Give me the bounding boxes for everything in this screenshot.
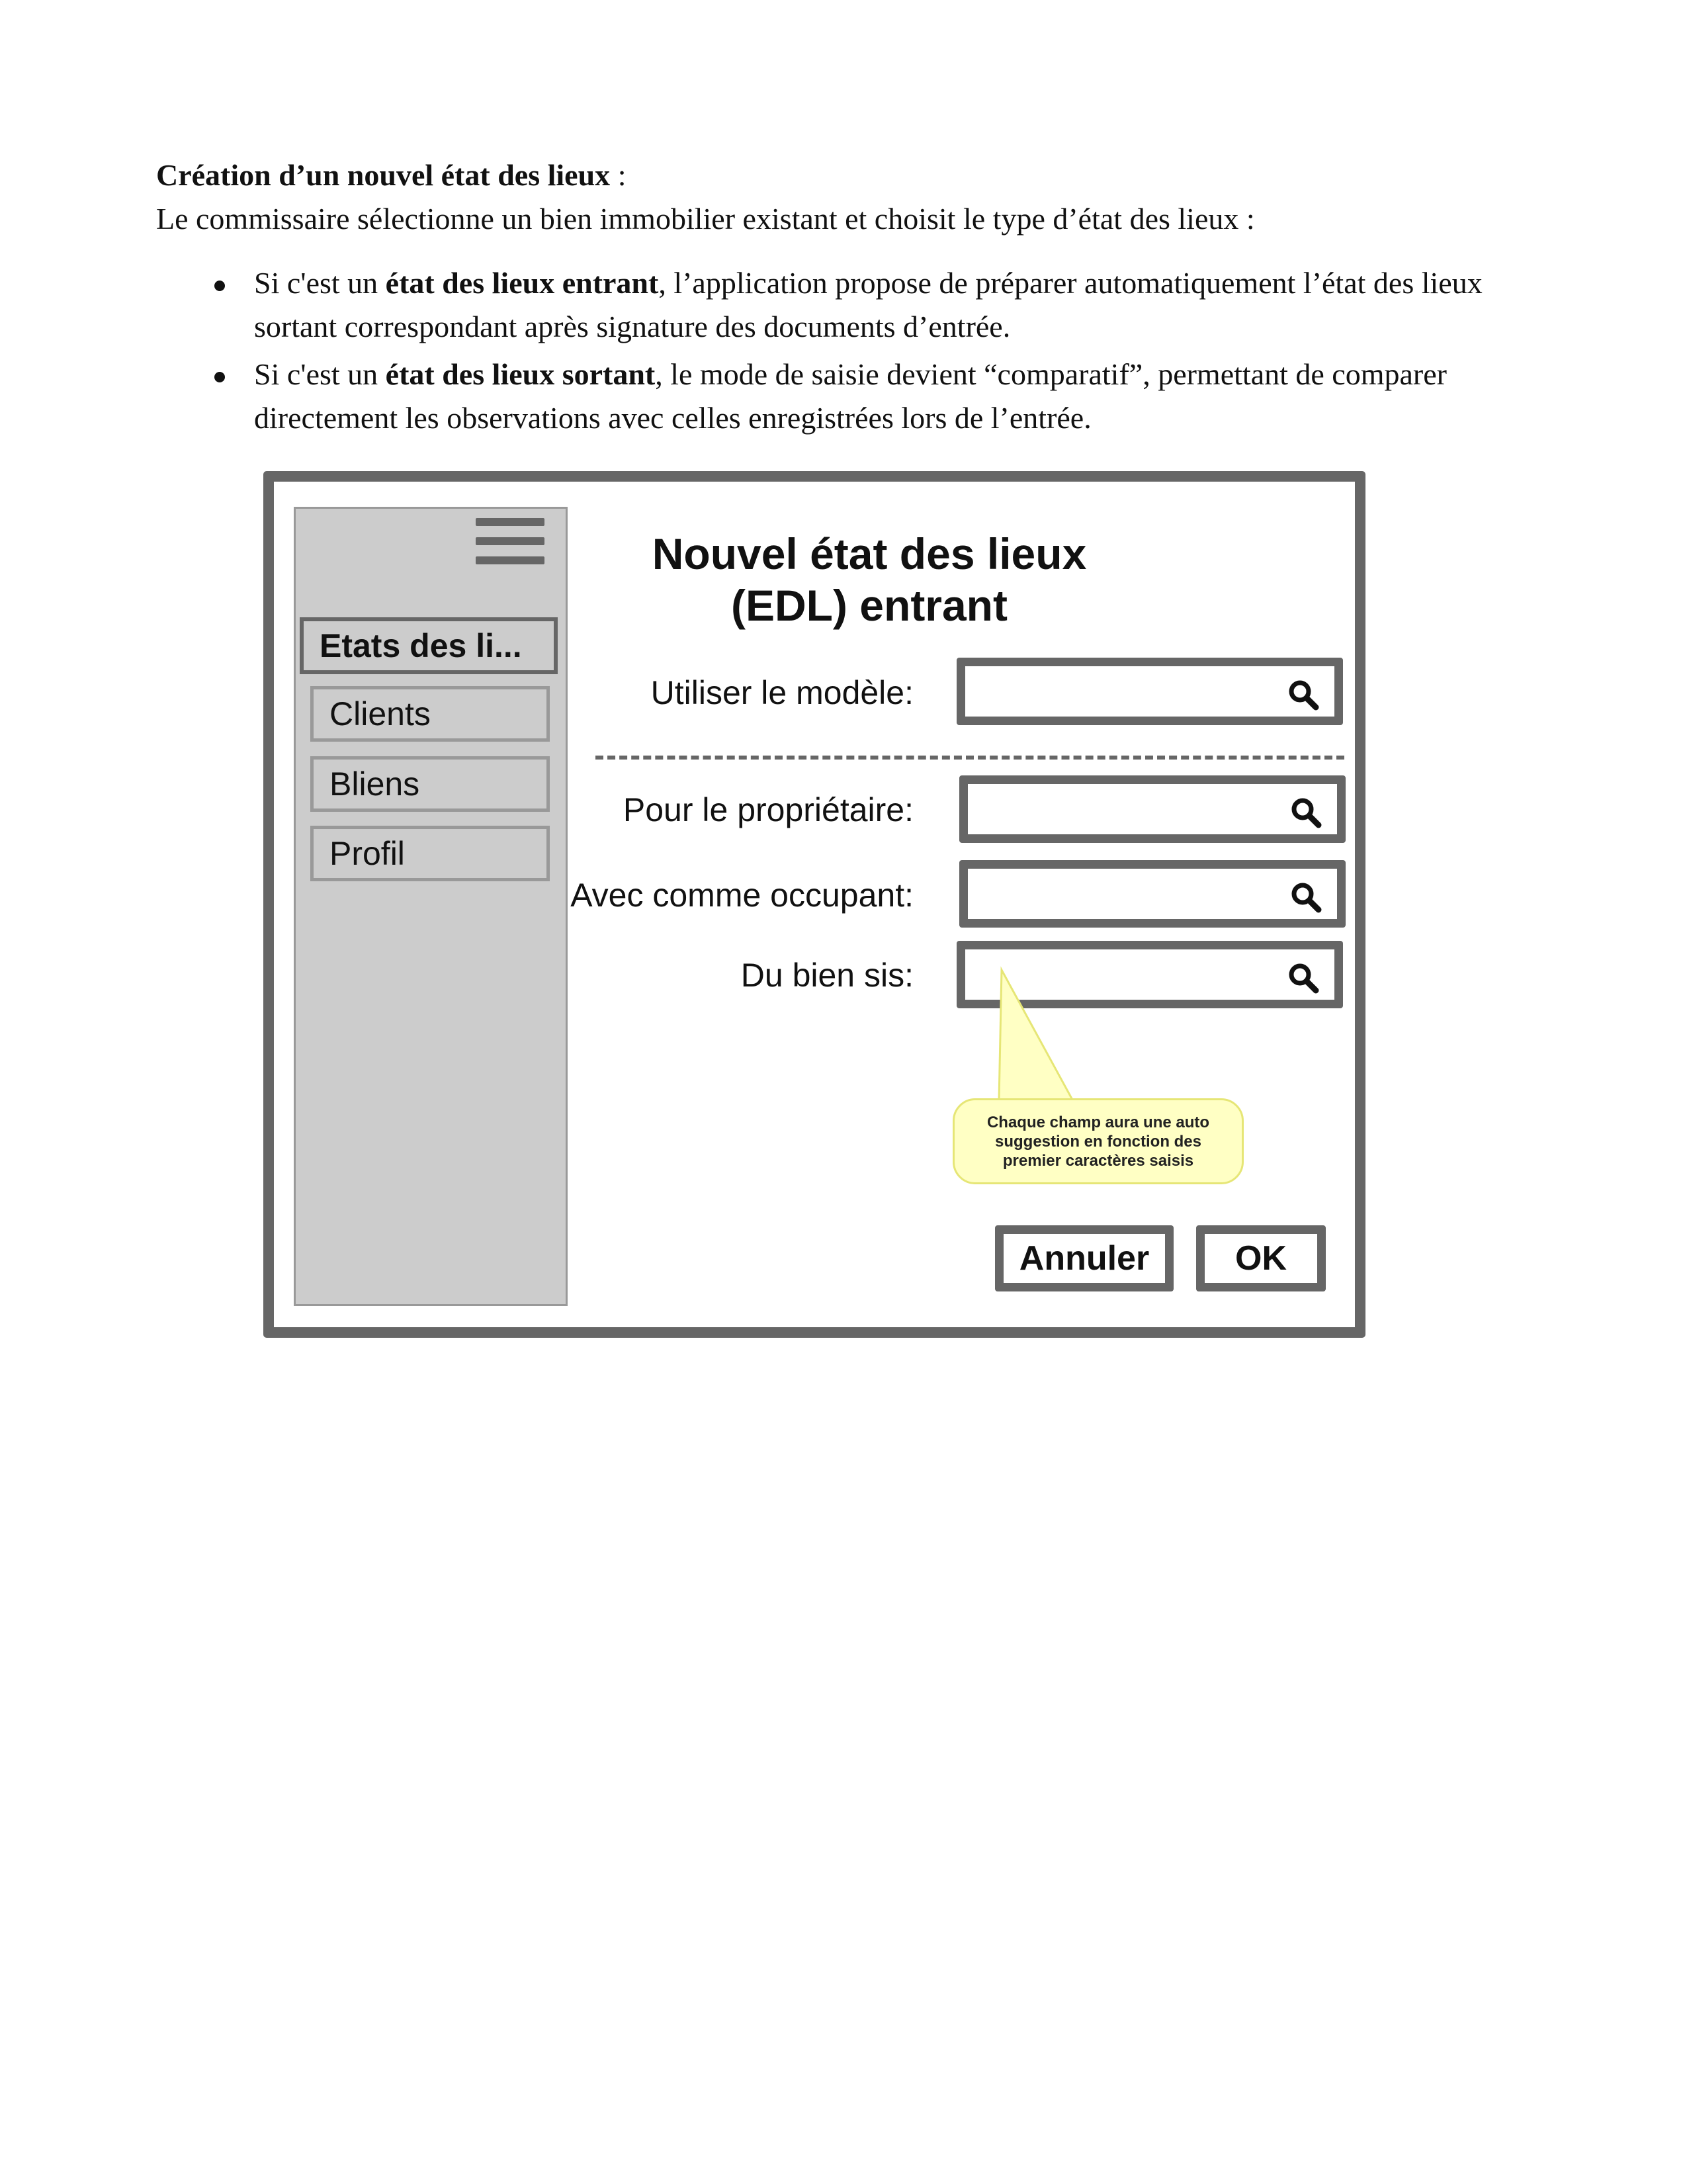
- label-bien: Du bien sis:: [740, 957, 914, 994]
- sidebar-item-profil[interactable]: Profil: [310, 826, 550, 881]
- bullet-prefix: Si c'est un: [254, 266, 386, 300]
- label-occupant: Avec comme occupant:: [570, 877, 914, 914]
- bullet-list: [156, 261, 1545, 444]
- form-title: Nouvel état des lieux (EDL) entrant: [652, 529, 1087, 630]
- intro-paragraph: Le commissaire sélectionne un bien immobilier existant et choisit le type d’état des lieux :: [156, 202, 1255, 236]
- label-proprietaire: Pour le propriétaire:: [623, 791, 914, 828]
- section-heading: [156, 153, 626, 197]
- bullet-bold: état des lieux sortant: [385, 357, 656, 391]
- callout-pointer: [274, 482, 1376, 1348]
- section-heading-suffix: :: [610, 158, 627, 192]
- bullet-item-entrant: [156, 261, 1545, 349]
- sidebar-item-etats-des-lieux[interactable]: Etats des li...: [300, 617, 558, 674]
- sidebar-item-clients[interactable]: Clients: [310, 686, 550, 742]
- bullet-dot-icon: [214, 281, 225, 291]
- bullet-bold: état des lieux entrant: [385, 266, 659, 300]
- cancel-button[interactable]: Annuler: [995, 1225, 1174, 1291]
- sidebar-item-biens[interactable]: Bliens: [310, 756, 550, 812]
- bullet-dot-icon: [214, 372, 225, 382]
- ok-button[interactable]: OK: [1196, 1225, 1326, 1291]
- annotation-callout: Chaque champ aura une auto suggestion en fonction des premier caractères saisis: [953, 1098, 1244, 1184]
- section-heading-bold: Création d’un nouvel état des lieux: [156, 158, 611, 192]
- label-modele: Utiliser le modèle:: [650, 674, 914, 711]
- bullet-prefix: Si c'est un: [254, 357, 386, 391]
- bullet-rest: , l’application propose de préparer automatiquement l’état des lieux sortant correspondant après signature des documents d’entrée.: [254, 266, 1483, 343]
- wireframe-window: [263, 471, 1365, 1338]
- bullet-rest: , le mode de saisie devient “comparatif”, permettant de comparer directement les observations avec celles enregistrées lors de l’entrée.: [254, 357, 1447, 435]
- bullet-item-sortant: [156, 353, 1545, 440]
